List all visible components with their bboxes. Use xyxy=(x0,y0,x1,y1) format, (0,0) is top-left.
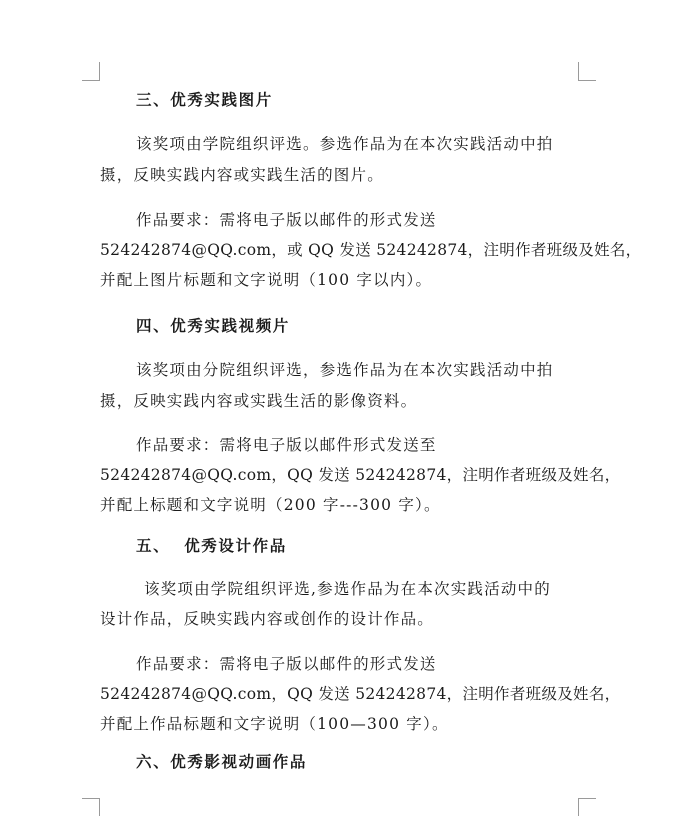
paragraph-line: 作品要求：需将电子版以邮件的形式发送 xyxy=(136,211,437,229)
paragraph-line: 该奖项由分院组织评选，参选作品为在本次实践活动中拍 xyxy=(136,361,554,379)
paragraph-line: 设计作品，反映实践内容或创作的设计作品。 xyxy=(100,610,435,628)
paragraph-line: 并配上图片标题和文字说明（100 字以内）。 xyxy=(100,271,433,289)
paragraph-line: 524242874@QQ.com，QQ 发送 524242874，注明作者班级及姓名， xyxy=(100,685,621,703)
paragraph-line: 该奖项由学院组织评选。参选作品为在本次实践活动中拍 xyxy=(136,135,554,153)
section-heading: 四、优秀实践视频片 xyxy=(136,316,290,335)
paragraph-line: 并配上作品标题和文字说明（100—300 字）。 xyxy=(100,715,449,733)
section-heading: 五、 优秀设计作品 xyxy=(136,536,287,555)
paragraph-line: 摄，反映实践内容或实践生活的影像资料。 xyxy=(100,392,418,410)
paragraph-line: 并配上标题和文字说明（200 字---300 字）。 xyxy=(100,496,441,514)
paragraph-line: 524242874@QQ.com，QQ 发送 524242874，注明作者班级及姓名， xyxy=(100,466,621,484)
paragraph-line: 摄，反映实践内容或实践生活的图片。 xyxy=(100,166,384,184)
paragraph-line: 作品要求：需将电子版以邮件形式发送至 xyxy=(136,436,437,454)
section-heading: 六、优秀影视动画作品 xyxy=(136,752,308,771)
paragraph-line: 524242874@QQ.com，或 QQ 发送 524242874，注明作者班级及姓名， xyxy=(100,241,642,259)
section-heading: 三、优秀实践图片 xyxy=(136,90,273,109)
paragraph-line: 该奖项由学院组织评选,参选作品为在本次实践活动中的 xyxy=(144,580,551,598)
paragraph-line: 作品要求：需将电子版以邮件的形式发送 xyxy=(136,655,437,673)
